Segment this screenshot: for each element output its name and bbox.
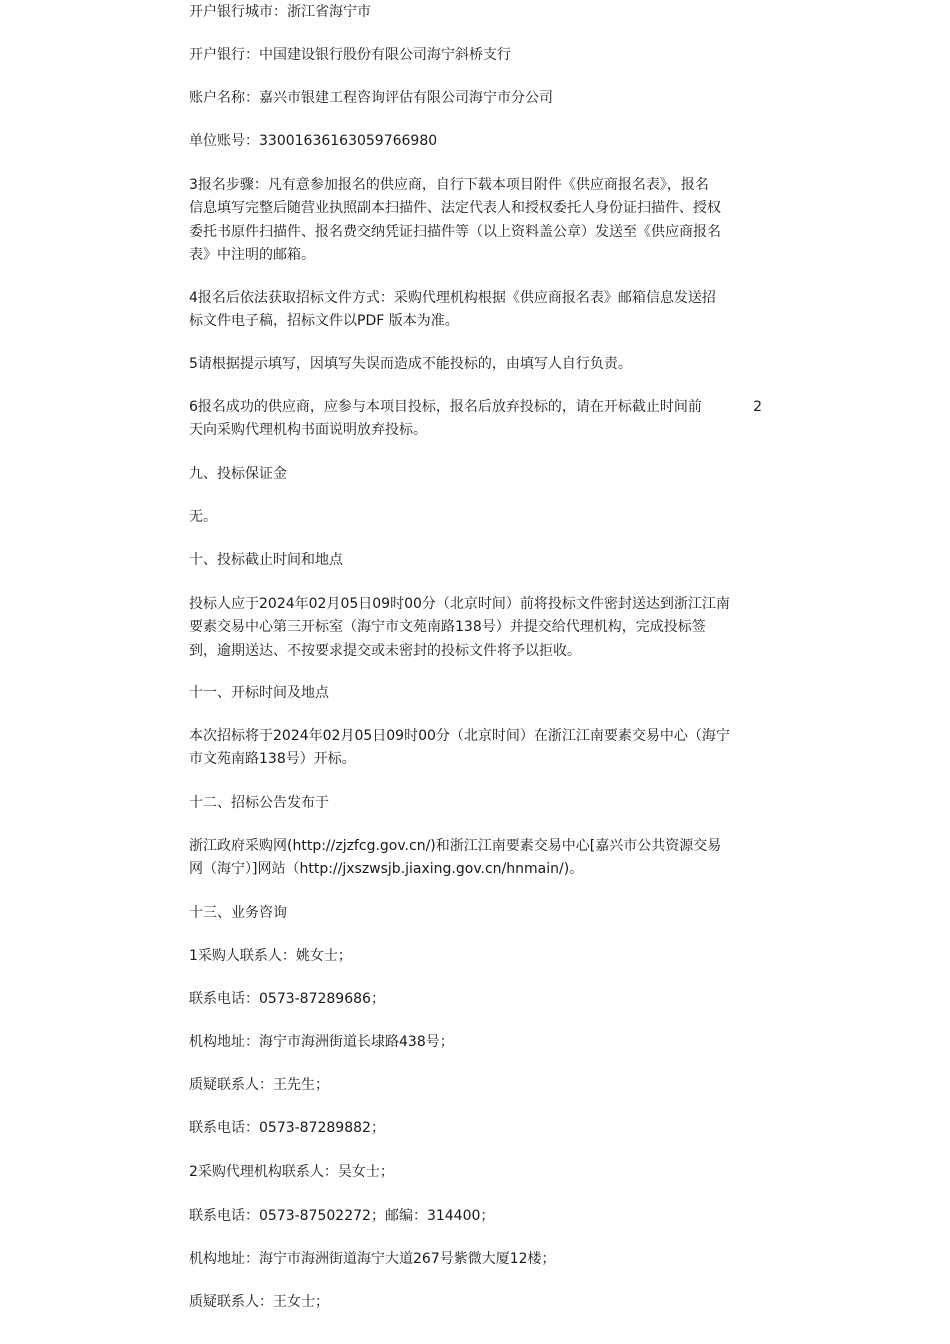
registration-step-6 (189, 396, 762, 443)
section-12-title: 十二、招标公告发布于 (189, 795, 329, 811)
section-13-title: 十三、业务咨询 (189, 905, 287, 921)
step4-line: 标文件电子稿，招标文件以PDF 版本为准。 (189, 313, 459, 330)
section-10-body (189, 593, 730, 663)
registration-step-5: 5请根据提示填写，因填写失误而造成不能投标的，由填写人自行负责。 (189, 356, 632, 372)
bank-name: 开户银行：中国建设银行股份有限公司海宁斜桥支行 (189, 47, 511, 63)
agency-contact: 2采购代理机构联系人：吴女士； (189, 1164, 394, 1180)
step3-line: 委托书原件扫描件、报名费交纳凭证扫描件等（以上资料盖公章）发送至《供应商报名 (189, 223, 721, 240)
agency-query-contact: 质疑联系人：王女士； (189, 1294, 329, 1310)
purchaser-query-phone: 联系电话：0573-87289882； (189, 1120, 385, 1136)
step4-line: 4报名后依法获取招标文件方式：采购代理机构根据《供应商报名表》邮箱信息发送招 (189, 290, 716, 306)
step3-line: 信息填写完整后随营业执照副本扫描件、法定代表人和授权委托人身份证扫描件、授权 (189, 200, 721, 217)
agency-address: 机构地址：海宁市海洲街道海宁大道267号紫微大厦12楼； (189, 1251, 556, 1267)
agency-phone: 联系电话：0573-87502272；邮编：314400； (189, 1208, 495, 1224)
step6-line (189, 396, 762, 419)
step6-line-left: 6报名成功的供应商，应参与本项目投标，报名后放弃投标的，请在开标截止时间前 (189, 399, 702, 415)
section12-line: 网（海宁）]网站（http://jxszwsjb.jiaxing.gov.cn/hnmain/)。 (189, 861, 584, 878)
step3-line: 表》中注明的邮箱。 (189, 246, 315, 263)
purchaser-address: 机构地址：海宁市海洲街道长埭路438号； (189, 1034, 454, 1050)
registration-step-4 (189, 287, 716, 334)
section-11-body (189, 725, 730, 772)
purchaser-contact: 1采购人联系人：姚女士； (189, 948, 352, 964)
registration-step-3 (189, 174, 721, 267)
section-10-title: 十、投标截止时间和地点 (189, 552, 343, 568)
account-number: 单位账号：33001636163059766980 (189, 133, 438, 149)
purchaser-query-contact: 质疑联系人：王先生； (189, 1077, 329, 1093)
step3-line: 3报名步骤：凡有意参加报名的供应商，自行下载本项目附件《供应商报名表》，报名 (189, 177, 709, 193)
section10-line: 投标人应于2024年02月05日09时00分（北京时间）前将投标文件密封送达到浙江江南 (189, 596, 730, 612)
section10-line: 要素交易中心第三开标室（海宁市文苑南路138号）并提交给代理机构，完成投标签 (189, 619, 706, 636)
section-12-body (189, 835, 721, 882)
section10-line: 到，逾期送达、不按要求提交或未密封的投标文件将予以拒收。 (189, 642, 581, 659)
section-9-title: 九、投标保证金 (189, 466, 287, 482)
account-name: 账户名称：嘉兴市银建工程咨询评估有限公司海宁市分公司 (189, 90, 553, 106)
bank-city: 开户银行城市：浙江省海宁市 (189, 4, 371, 20)
section11-line: 本次招标将于2024年02月05日09时00分（北京时间）在浙江江南要素交易中心（海宁 (189, 728, 730, 744)
section-9-body: 无。 (189, 509, 217, 525)
section12-line: 浙江政府采购网(http://zjzfcg.gov.cn/)和浙江江南要素交易中心[嘉兴市公共资源交易 (189, 838, 722, 854)
section-11-title: 十一、开标时间及地点 (189, 685, 329, 701)
section11-line: 市文苑南路138号）开标。 (189, 751, 356, 768)
step6-line-right: 2 (753, 399, 762, 415)
step6-line: 天向采购代理机构书面说明放弃投标。 (189, 422, 427, 439)
purchaser-phone: 联系电话：0573-87289686； (189, 991, 385, 1007)
